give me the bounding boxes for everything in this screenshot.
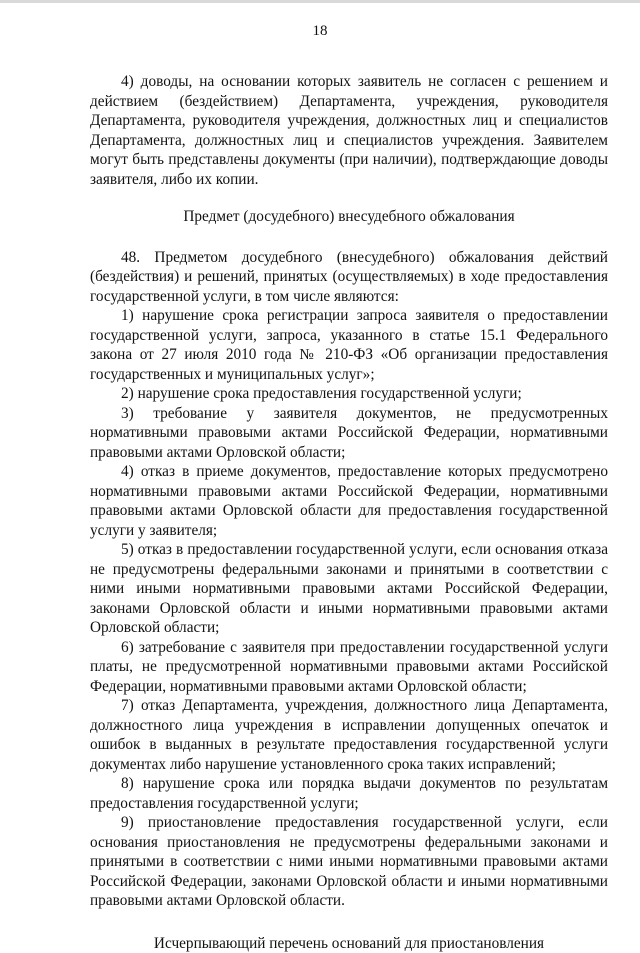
paragraph-48-intro: 48. Предметом досудебного (внесудебного) обжалования действий (бездействия) и решений, принятых (осуществляемых) в ходе предоставления государственной услуги, в том числе являются: <box>90 248 608 307</box>
list-item-5: 5) отказ в предоставлении государственной услуги, если основания отказа не предусмотрены федеральными законами и принятыми в соответствии с ними иными нормативными правовыми актами Российской Федерации, законами Орловской области и иными нормативными правовыми актами Орловской области; <box>90 540 608 638</box>
list-item-8: 8) нарушение срока или порядка выдачи документов по результатам предоставления государственной услуги; <box>90 774 608 813</box>
list-item-4: 4) отказ в приеме документов, предоставление которых предусмотрено нормативными правовыми актами Российской Федерации, нормативными правовыми актами Орловской области для предоставления государственной услуги у заявителя; <box>90 462 608 540</box>
list-item-2: 2) нарушение срока предоставления государственной услуги; <box>90 384 608 404</box>
section-heading-appeal-subject: Предмет (досудебного) внесудебного обжалования <box>90 207 608 227</box>
page-number: 18 <box>0 22 640 40</box>
scan-edge <box>0 0 640 3</box>
list-item-1: 1) нарушение срока регистрации запроса заявителя о предоставлении государственной услуги, запроса, указанного в статье 15.1 Федерального закона от 27 июля 2010 года № 210-ФЗ «Об организации предоставления государственных и муниципальных услуг»; <box>90 306 608 384</box>
section-heading-suspension-grounds: Исчерпывающий перечень оснований для приостановления <box>90 934 608 953</box>
list-item-7: 7) отказ Департамента, учреждения, должностного лица Департамента, должностного лица учреждения в исправлении допущенных опечаток и ошибок в выданных в результате предоставления государственной услуги документах либо нарушение установленного срока таких исправлений; <box>90 696 608 774</box>
list-item-3: 3) требование у заявителя документов, не предусмотренных нормативными правовыми актами Российской Федерации, нормативными правовыми актами Орловской области; <box>90 404 608 463</box>
paragraph-item-4-arguments: 4) доводы, на основании которых заявитель не согласен с решением и действием (бездействием) Департамента, учреждения, руководителя Департамента, руководителя учреждения, должностных лиц и специалистов Департамента, должностных лиц и специалистов учреждения. Заявителем могут быть представлены документы (при наличии), подтверждающие доводы заявителя, либо их копии. <box>90 72 608 189</box>
document-body <box>90 72 608 953</box>
list-item-9: 9) приостановление предоставления государственной услуги, если основания приостановления не предусмотрены федеральными законами и принятыми в соответствии с ними иными нормативными правовыми актами Российской Федерации, законами Орловской области и иными нормативными правовыми актами Орловской области. <box>90 813 608 911</box>
list-item-6: 6) затребование с заявителя при предоставлении государственной услуги платы, не предусмотренной нормативными правовыми актами Российской Федерации, нормативными правовыми актами Орловской области; <box>90 638 608 697</box>
